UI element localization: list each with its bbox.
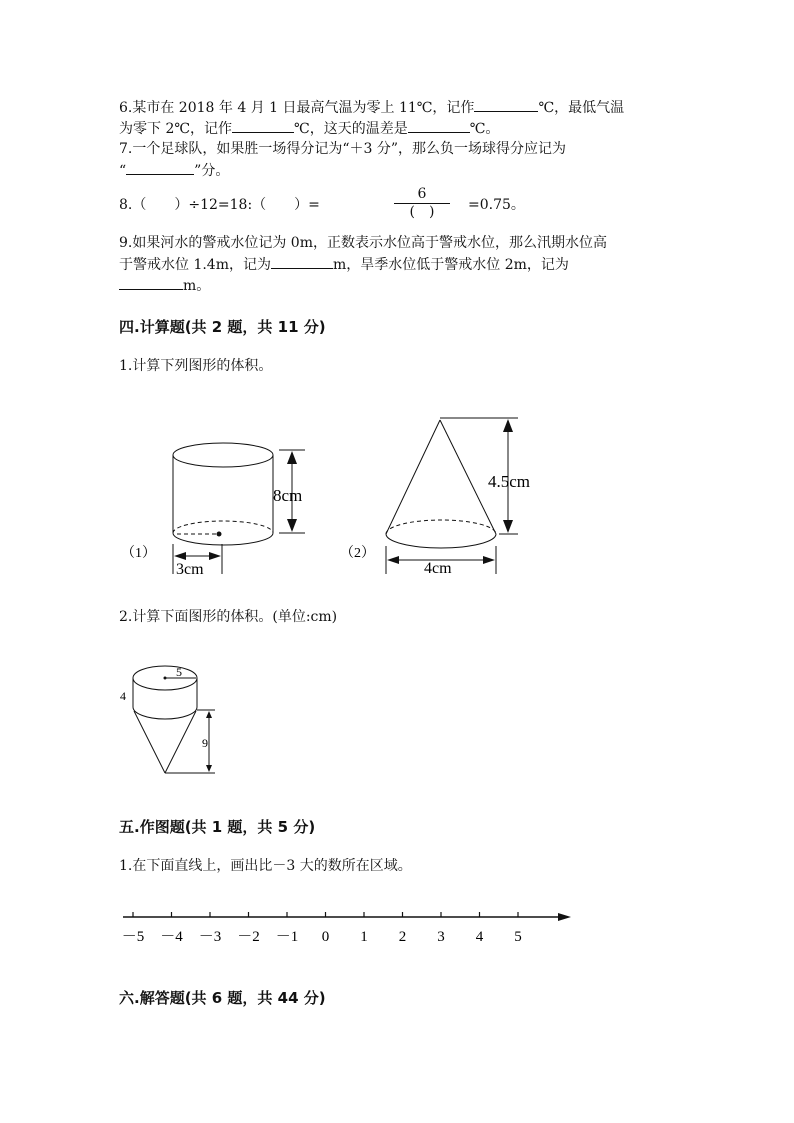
cylinder-cone-figure [115,655,225,780]
number-line-label: －4 [160,929,183,945]
cylinder-bottom-back [173,521,273,533]
question-9-text: m，旱季水位低于警戒水位 2m，记为 [333,257,569,273]
section-6-heading: 六.解答题(共 6 题，共 44 分) [119,989,326,1007]
radius-label: 3cm [176,561,204,578]
center-dot [217,532,222,537]
question-6-line2 [119,118,679,140]
question-8-result: =0.75。 [468,197,525,213]
fraction [392,186,452,220]
number-line-label: －2 [237,929,260,945]
question-9-line2 [119,254,679,276]
arrow-right-icon [558,913,571,921]
question-7-line1: 7.一个足球队，如果胜一场得分记为“＋3 分”，那么负一场球得分应记为 [119,141,567,157]
question-7-text: ”分。 [194,163,230,179]
figure-2-label: （2） [340,546,375,561]
number-line-label: 0 [321,929,330,945]
section-5-question-1: 1.在下面直线上，画出比－3 大的数所在区域。 [119,858,412,874]
number-line-label: －5 [121,929,145,945]
question-6-line1 [119,97,679,119]
answer-blank[interactable] [126,160,194,175]
question-6-text: ℃，最低气温 [538,100,625,116]
section-4-question-2: 2.计算下面图形的体积。(单位:cm) [119,609,338,625]
question-9-line1: 9.如果河水的警戒水位记为 0m，正数表示水位高于警戒水位，那么汛期水位高 [119,235,607,251]
number-line-label: 3 [437,929,445,945]
question-6-text: 6.某市在 2018 年 4 月 1 日最高气温为零上 11℃，记作 [119,100,475,116]
cone-base-back [386,520,496,534]
cylinder-figure [115,440,325,580]
answer-blank[interactable] [119,275,183,290]
answer-blank[interactable] [271,254,333,269]
quote-open: “ [119,163,127,179]
number-line[interactable] [115,905,580,950]
question-6-text: 为零下 2℃，记作 [119,121,233,137]
number-line-label: 5 [514,929,522,945]
height-label: 4.5cm [488,472,531,491]
figure-1-label: （1） [121,546,156,561]
cylinder-top-ellipse [173,443,273,467]
section-4-heading: 四.计算题(共 2 题，共 11 分) [119,318,326,336]
number-line-label: 1 [360,929,368,945]
number-line-label: －1 [275,929,299,945]
cylinder-bottom-front [173,533,273,545]
number-line-label: 2 [398,929,407,945]
cone-base-front [386,534,496,548]
question-9-line3 [119,275,679,297]
cone-figure [336,410,556,580]
section-5-heading: 五.作图题(共 1 题，共 5 分) [119,818,316,836]
number-line-label: －3 [198,929,222,945]
height-label: 8cm [273,486,303,505]
fraction-denominator[interactable]: ( ) [409,204,435,220]
question-9-text: m。 [183,278,211,294]
answer-blank[interactable] [474,97,538,112]
answer-blank[interactable] [408,118,470,133]
question-6-text: ℃。 [469,121,500,137]
number-line-label: 4 [475,929,484,945]
question-6-text: ℃，这天的温差是 [294,121,408,137]
question-8-text: 8.（ ）÷12=18:（ ）= [119,197,320,213]
radius-label: 5 [176,665,182,679]
question-7-line2 [119,160,679,182]
diameter-label: 4cm [424,560,452,577]
section-4-question-1: 1.计算下列图形的体积。 [119,358,273,374]
cone-height-label: 9 [202,736,208,750]
cylinder-height-label: 4 [120,689,126,703]
question-9-text: 于警戒水位 1.4m，记为 [119,257,271,273]
fraction-numerator: 6 [417,186,427,202]
answer-blank[interactable] [232,118,294,133]
